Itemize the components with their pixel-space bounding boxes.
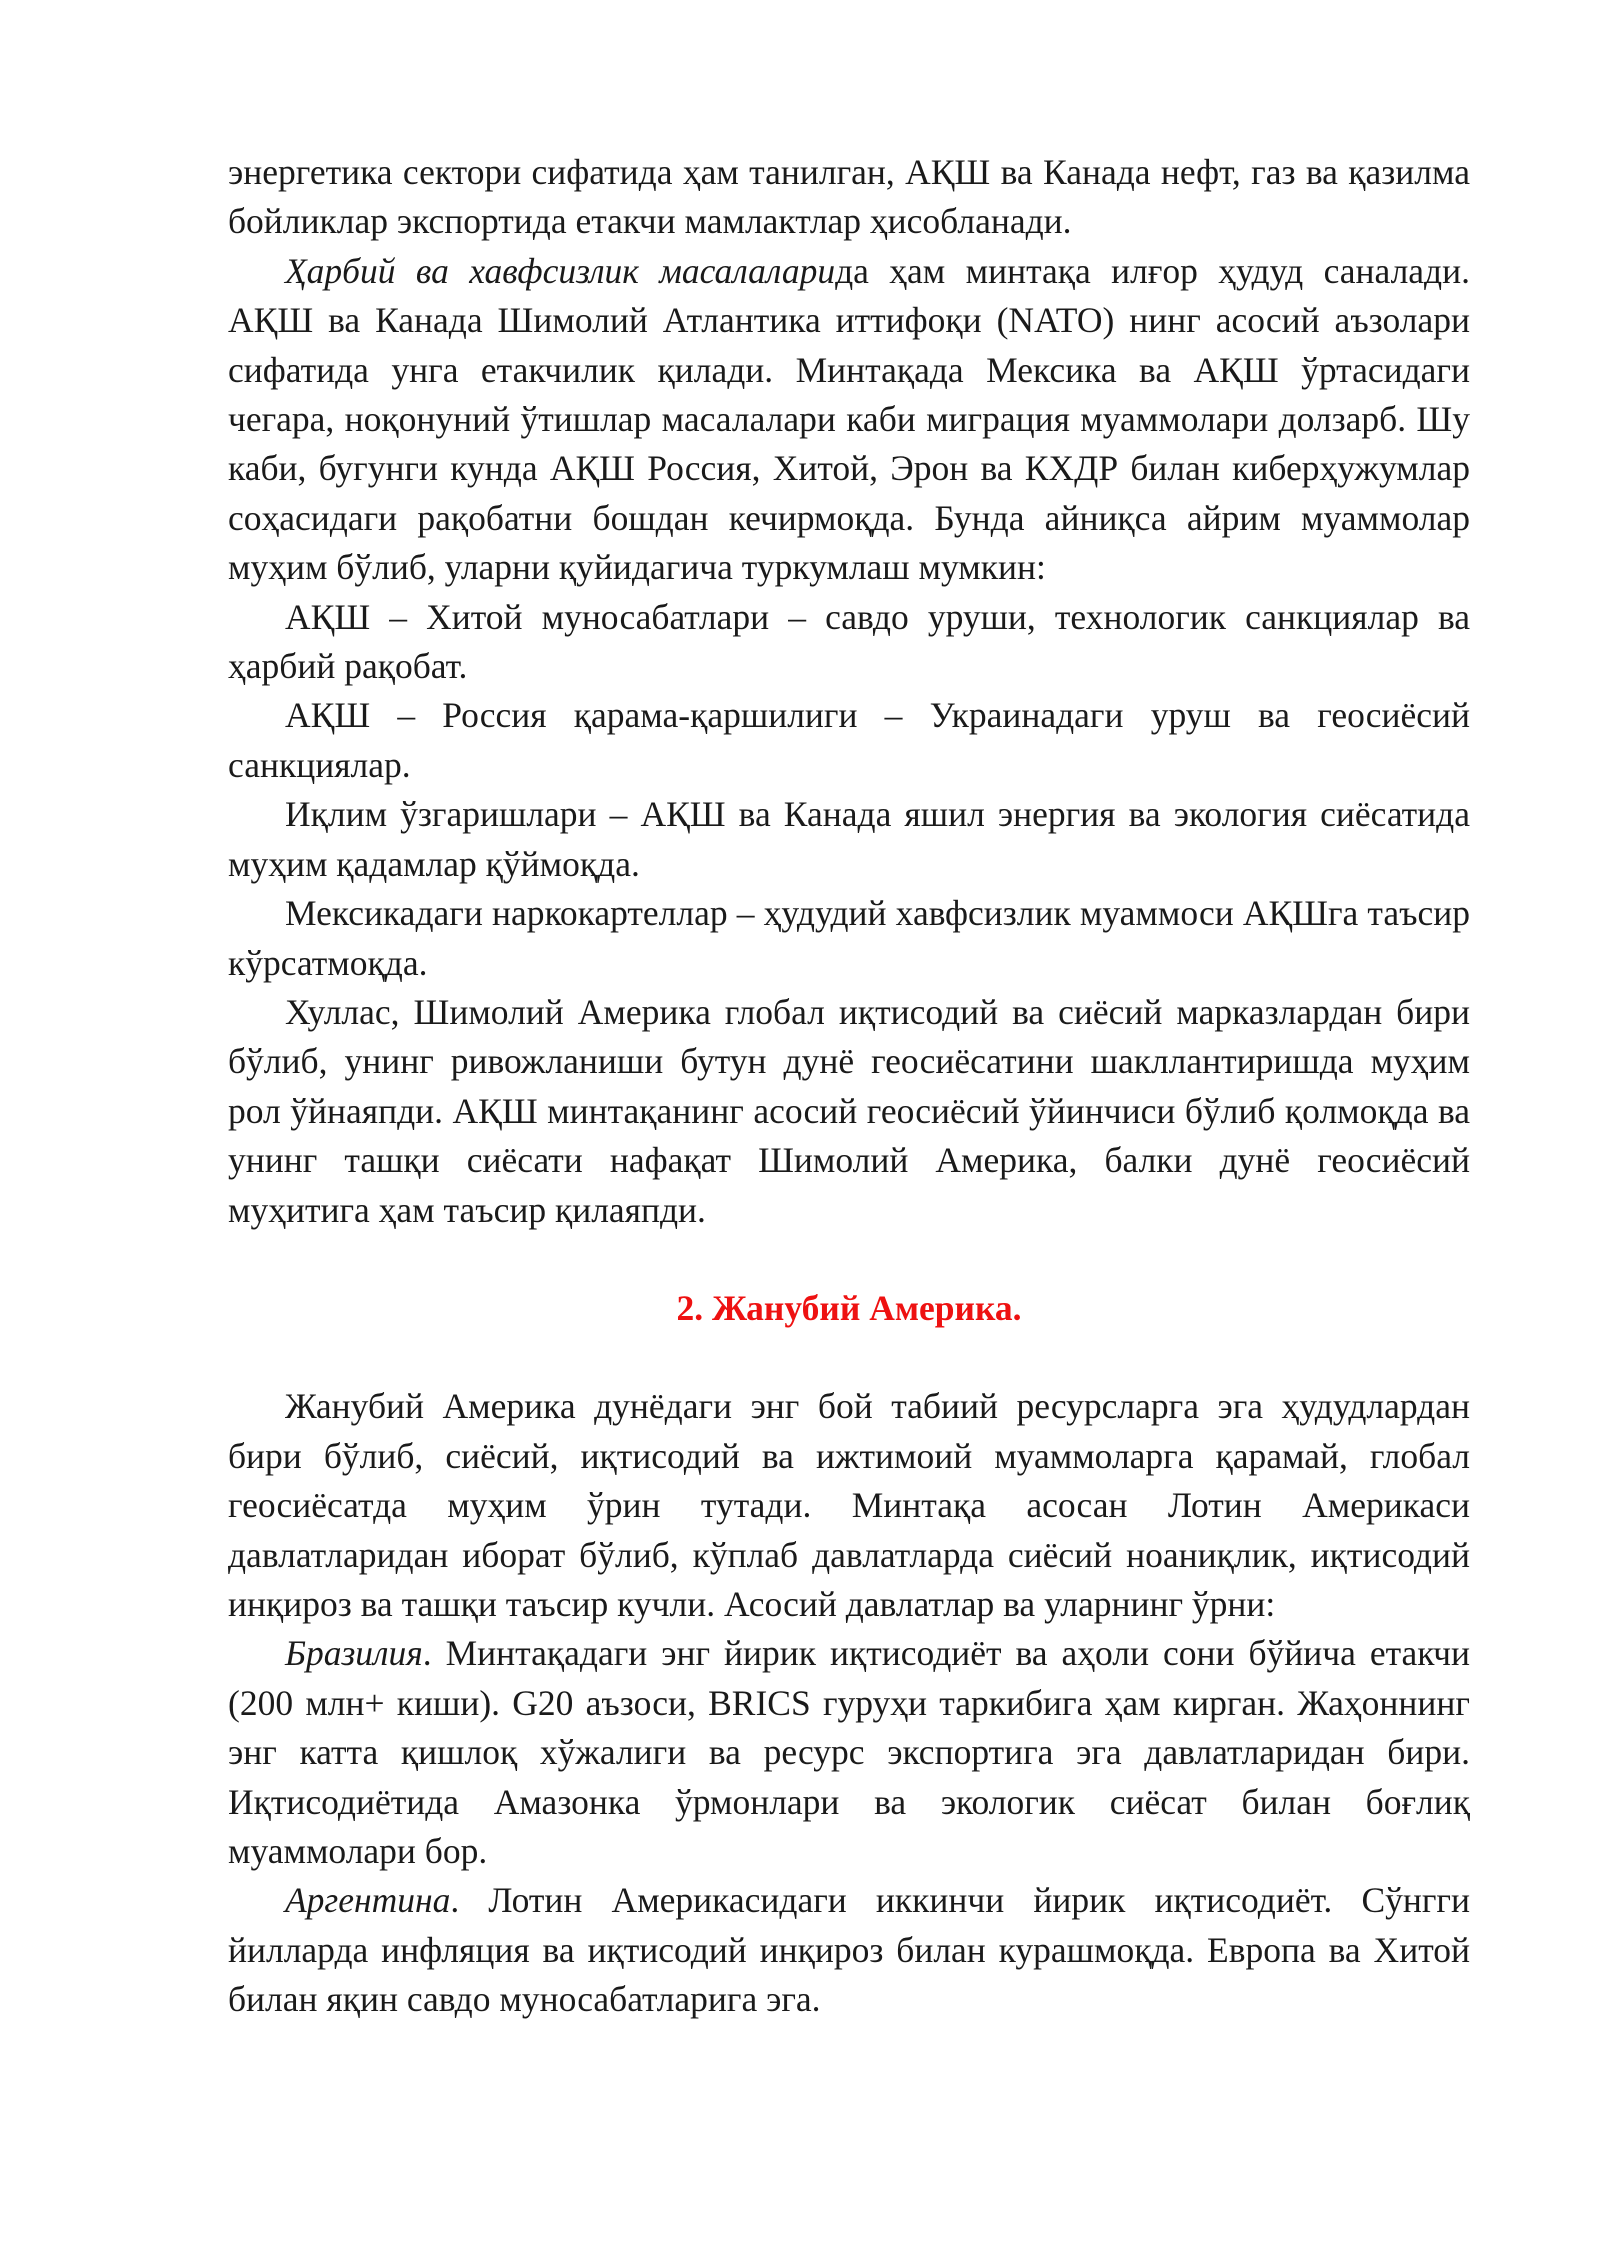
paragraph-brazil-text: . Минтақадаги энг йирик иқтисодиёт ва аҳоли сони бўйича етакчи (200 млн+ киши). G20 аъзоси, BRICS гуруҳи таркибига ҳам кирган. Жаҳоннинг энг катта қишлоқ хўжалиги ва ресурс экспортига эга давлатларидан бири. Иқтисодиётида Амазонка ўрмонлари ва экологик сиёсат билан боғлиқ муаммолари бор.	[228, 1633, 1470, 1871]
paragraph-south-america-intro: Жанубий Америка дунёдаги энг бой табиий ресурсларга эга ҳудудлардан бири бўлиб, сиёсий, иқтисодий ва ижтимоий муаммоларга қарамай, глобал геосиёсатда муҳим ўрин тутади. Минтақа асосан Лотин Америкаси давлатларидан иборат бўлиб, кўплаб давлатларда сиёсий ноаниқлик, иқтисодий инқироз ва ташқи таъсир кучли. Асосий давлатлар ва уларнинг ўрни:	[228, 1386, 1470, 1624]
paragraph-cartels: Мексикадаги наркокартеллар – ҳудудий хавфсизлик муаммоси АҚШга таъсир кўрсатмоқда.	[228, 893, 1470, 983]
paragraph-us-russia: АҚШ – Россия қарама-қаршилиги – Украинадаги уруш ва геосиёсий санкциялар.	[228, 695, 1470, 785]
paragraph-us-china: АҚШ – Хитой муносабатлари – савдо уруши, технологик санкциялар ва ҳарбий рақобат.	[228, 596, 1470, 687]
section-heading-south-america: 2. Жанубий Америка.	[676, 1287, 1022, 1328]
paragraph-military-text: да ҳам минтақа илғор ҳудуд саналади. АҚШ ва Канада Шимолий Атлантика иттифоқи (NATO) нинг асосий аъзолари сифатида унга етакчилик қилади. Минтақада Мексика ва АҚШ ўртасидаги чегара, ноқонуний ўтишлар масалалари каби миграция муаммолари долзарб. Шу каби, бугунги кунда АҚШ Россия, Хитой, Эрон ва КХДР билан киберҳужумлар соҳасидаги рақобатни бошдан кечирмоқда. Бунда айниқса айрим муаммолар муҳим бўлиб, уларни қуйидагича туркумлаш мумкин:	[228, 250, 1470, 588]
italic-term-argentina: Аргентина	[285, 1880, 451, 1921]
italic-term-brazil: Бразилия	[285, 1633, 423, 1674]
paragraph-climate: Иқлим ўзгаришлари – АҚШ ва Канада яшил энергия ва экология сиёсатида муҳим қадамлар қўймоқда.	[228, 794, 1470, 884]
italic-term-military: Ҳарбий ва хавфсизлик масалалари	[285, 250, 836, 291]
paragraph-military-security	[228, 247, 1470, 593]
paragraph-argentina	[228, 1876, 1470, 2024]
paragraph-brazil	[228, 1629, 1470, 1876]
paragraph-conclusion: Хуллас, Шимолий Америка глобал иқтисодий ва сиёсий марказлардан бири бўлиб, унинг ривожланиши бутун дунё геосиёсатини шакллантиришда муҳим рол ўйнаяпди. АҚШ минтақанинг асосий геосиёсий ўйинчиси бўлиб қолмоқда ва унинг ташқи сиёсати нафақат Шимолий Америка, балки дунё геосиёсий муҳитига ҳам таъсир қилаяпди.	[228, 991, 1470, 1230]
paragraph-argentina-text: . Лотин Америкасидаги иккинчи йирик иқтисодиёт. Сўнгги йилларда инфляция ва иқтисодий инқироз билан курашмоқда. Европа ва Хитой билан яқин савдо муносабатларига эга.	[228, 1880, 1470, 2020]
document-page	[228, 148, 1470, 2025]
paragraph-energy: энергетика сектори сифатида ҳам танилган, АҚШ ва Канада нефт, газ ва қазилма бойликлар экспортида етакчи мамлактлар ҳисобланади.	[228, 152, 1470, 242]
